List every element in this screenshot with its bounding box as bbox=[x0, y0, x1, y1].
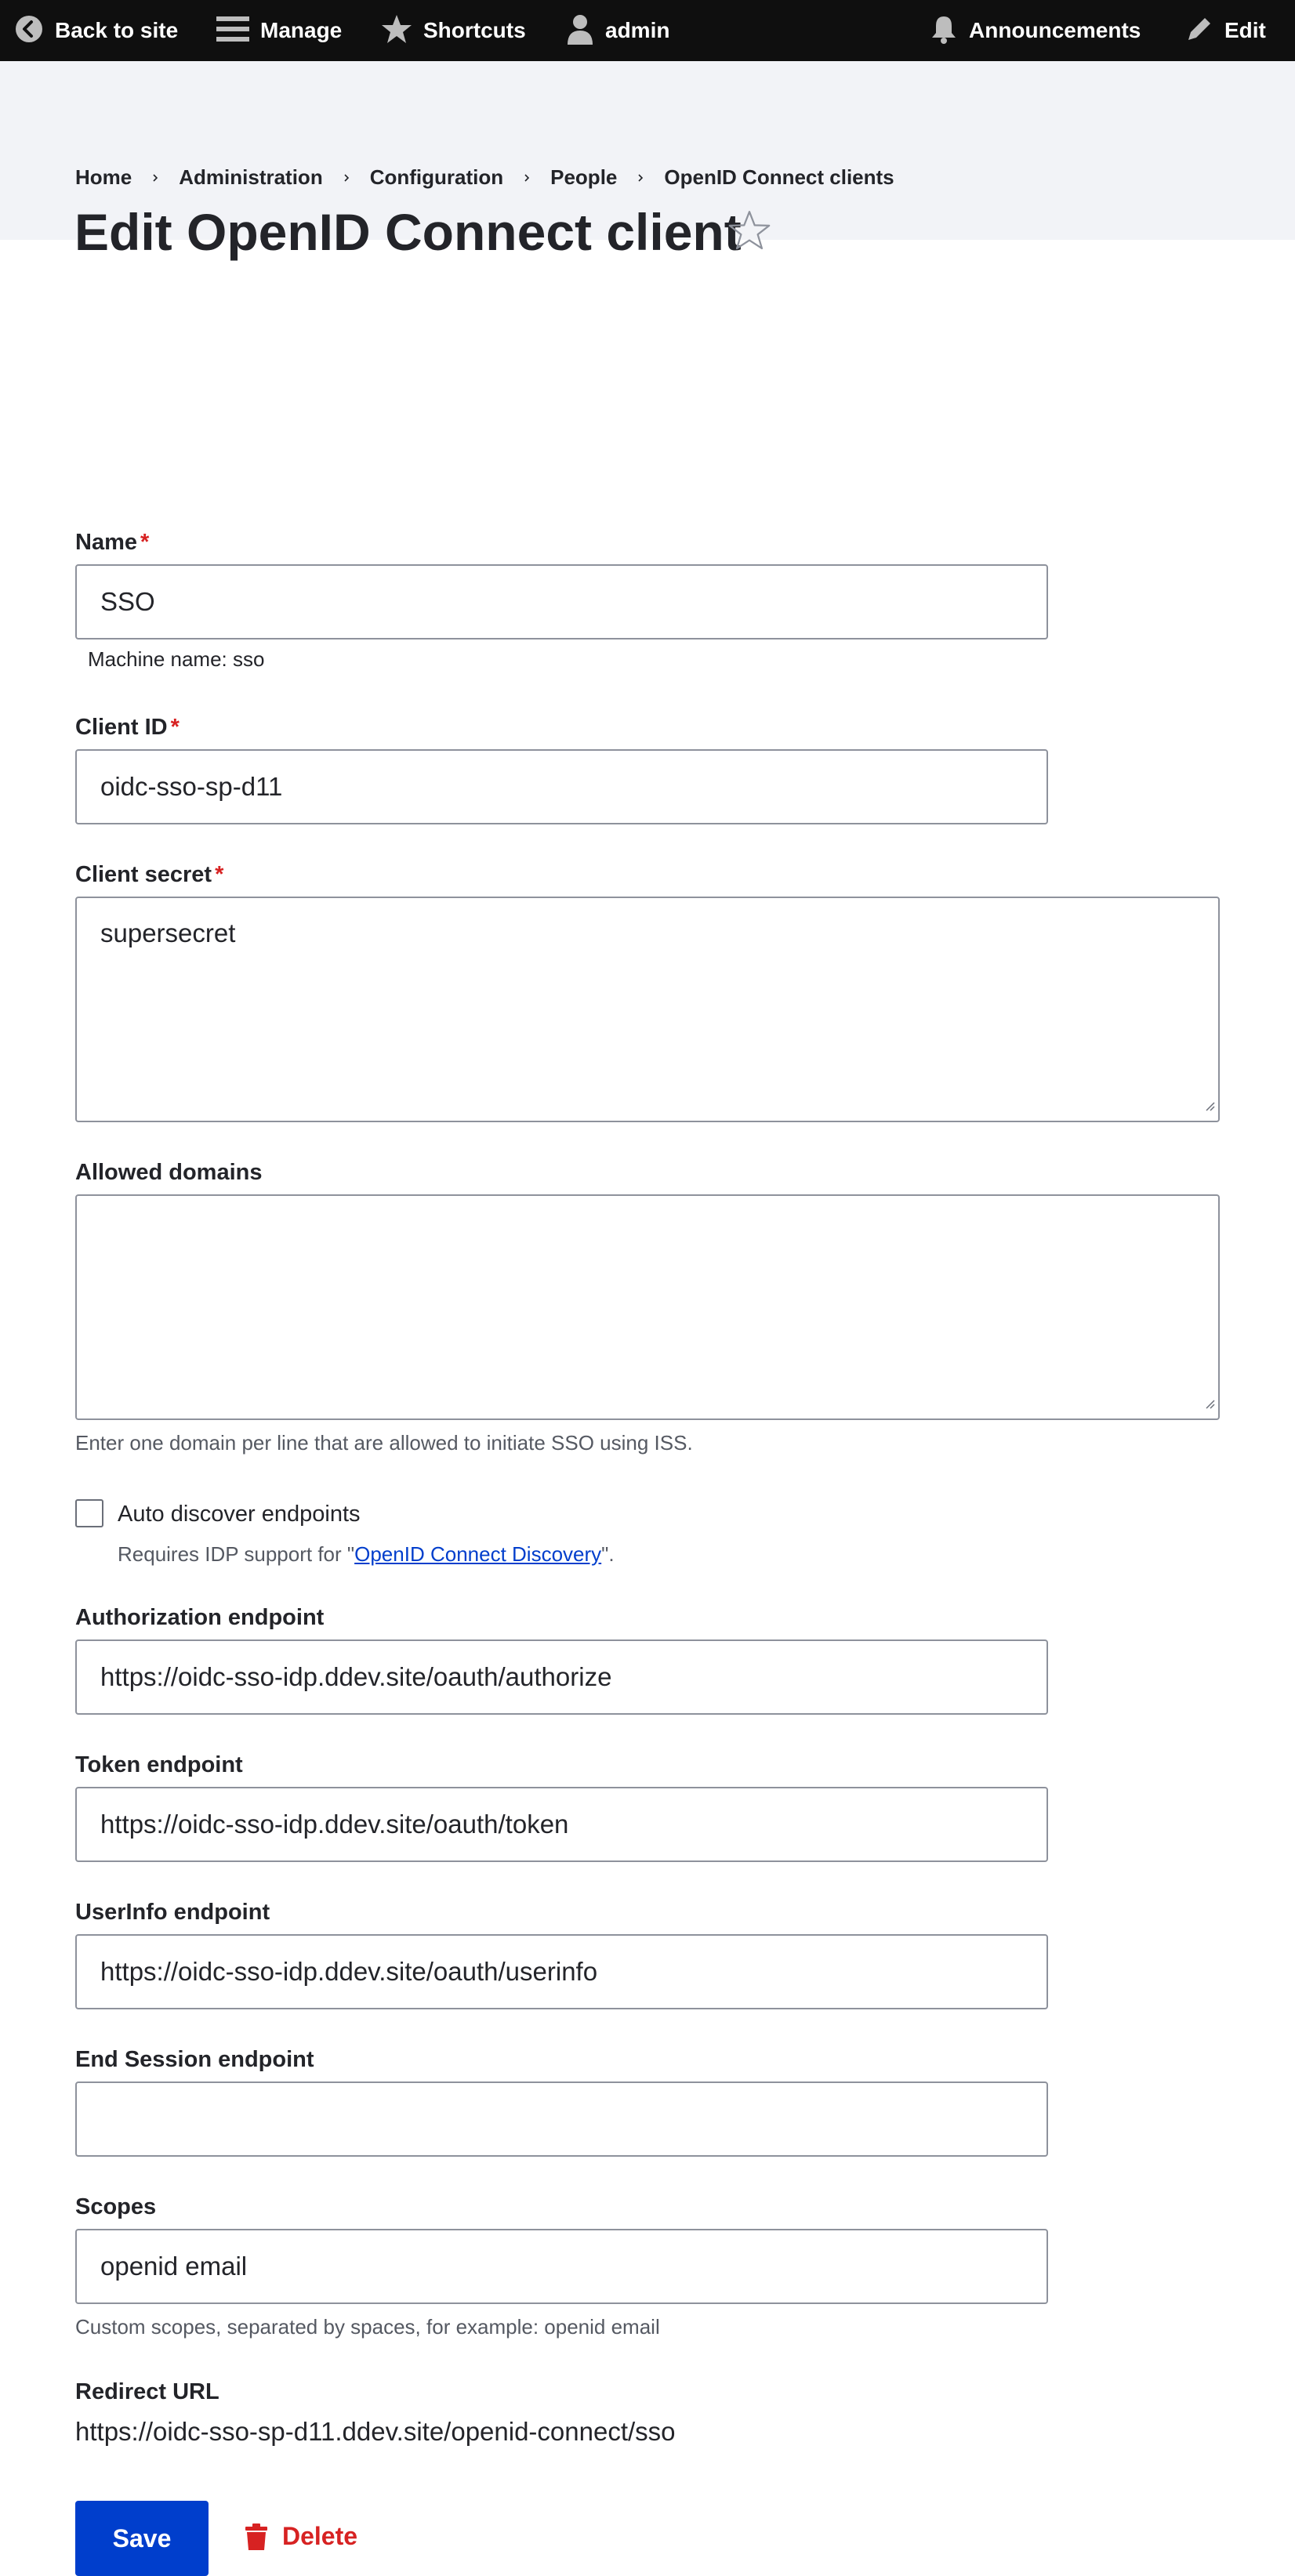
manage-label: Manage bbox=[260, 18, 343, 42]
delete-link[interactable] bbox=[245, 2522, 357, 2551]
shortcuts-label: Shortcuts bbox=[423, 18, 526, 42]
openid-connect-discovery-link[interactable]: OpenID Connect Discovery bbox=[354, 1542, 602, 1566]
token-endpoint-label: Token endpoint bbox=[75, 1752, 243, 1777]
redirect-url-value: https://oidc-sso-sp-d11.ddev.site/openid-connect/sso bbox=[75, 2417, 676, 2446]
userinfo-endpoint-input[interactable]: https://oidc-sso-idp.ddev.site/oauth/userinfo bbox=[75, 1934, 1048, 2009]
client-secret-textarea[interactable] bbox=[75, 897, 1220, 1122]
page-header bbox=[0, 61, 1295, 261]
breadcrumb-link[interactable]: OpenID Connect clients bbox=[664, 165, 894, 189]
auto-discover-description: Requires IDP support for "OpenID Connect Discovery". bbox=[118, 1542, 615, 1566]
name-label: Name * bbox=[75, 530, 150, 555]
machine-name: Machine name: sso bbox=[88, 647, 265, 671]
required-marker: * bbox=[140, 530, 150, 555]
breadcrumb-separator-icon bbox=[342, 173, 351, 183]
end-session-endpoint-input[interactable] bbox=[75, 2081, 1048, 2157]
redirect-url-label: Redirect URL bbox=[75, 2379, 219, 2404]
authorization-endpoint-label: Authorization endpoint bbox=[75, 1605, 325, 1630]
page-title: Edit OpenID Connect client bbox=[74, 203, 742, 261]
breadcrumb-link[interactable]: Configuration bbox=[369, 165, 504, 189]
announcements-label: Announcements bbox=[969, 18, 1141, 42]
authorization-endpoint-input[interactable]: https://oidc-sso-idp.ddev.site/oauth/authorize bbox=[75, 1639, 1048, 1715]
shortcuts-menu[interactable] bbox=[381, 0, 526, 61]
client-secret-label: Client secret * bbox=[75, 862, 224, 887]
bell-icon bbox=[930, 14, 958, 48]
announcements-link[interactable] bbox=[930, 0, 1141, 61]
scopes-input[interactable]: openid email bbox=[75, 2229, 1048, 2304]
breadcrumb-link[interactable]: People bbox=[550, 165, 618, 189]
save-button[interactable]: Save bbox=[75, 2501, 209, 2576]
user-menu[interactable] bbox=[566, 0, 669, 61]
breadcrumb-separator-icon bbox=[522, 173, 531, 183]
star-filled-icon bbox=[381, 13, 412, 49]
edit-label: Edit bbox=[1224, 18, 1266, 42]
allowed-domains-label: Allowed domains bbox=[75, 1160, 263, 1185]
breadcrumb-separator-icon bbox=[151, 173, 160, 183]
allowed-domains-textarea[interactable] bbox=[75, 1194, 1220, 1420]
breadcrumb-link[interactable]: Home bbox=[75, 165, 132, 189]
edit-mode-button[interactable] bbox=[1185, 0, 1266, 61]
back-arrow-icon bbox=[14, 14, 44, 48]
admin-toolbar bbox=[0, 0, 1295, 61]
auto-discover-label[interactable]: Auto discover endpoints bbox=[118, 1502, 361, 1527]
hamburger-icon bbox=[216, 15, 249, 47]
required-marker: * bbox=[215, 862, 224, 887]
manage-menu[interactable] bbox=[216, 0, 342, 61]
trash-icon bbox=[245, 2523, 268, 2550]
resize-grip-icon[interactable] bbox=[1202, 1088, 1215, 1118]
token-endpoint-input[interactable]: https://oidc-sso-idp.ddev.site/oauth/token bbox=[75, 1787, 1048, 1862]
scopes-description: Custom scopes, separated by spaces, for example: openid email bbox=[75, 2315, 660, 2339]
back-to-site-link[interactable] bbox=[14, 0, 178, 61]
client-id-label: Client ID * bbox=[75, 715, 180, 740]
user-icon bbox=[566, 13, 594, 49]
resize-grip-icon[interactable] bbox=[1202, 1386, 1215, 1415]
user-label: admin bbox=[605, 18, 670, 42]
client-id-input[interactable]: oidc-sso-sp-d11 bbox=[75, 749, 1048, 824]
pencil-icon bbox=[1185, 15, 1213, 47]
auto-discover-checkbox[interactable] bbox=[75, 1499, 103, 1527]
scopes-label: Scopes bbox=[75, 2194, 157, 2219]
userinfo-endpoint-label: UserInfo endpoint bbox=[75, 1900, 270, 1925]
breadcrumb bbox=[75, 165, 894, 190]
name-input[interactable]: SSO bbox=[75, 564, 1048, 639]
required-marker: * bbox=[170, 715, 180, 740]
breadcrumb-link[interactable]: Administration bbox=[179, 165, 323, 189]
back-to-site-label: Back to site bbox=[55, 18, 179, 42]
delete-label: Delete bbox=[282, 2522, 358, 2550]
allowed-domains-description: Enter one domain per line that are allowed to initiate SSO using ISS. bbox=[75, 1431, 693, 1455]
breadcrumb-separator-icon bbox=[636, 173, 645, 183]
add-to-shortcuts-star-icon[interactable] bbox=[727, 208, 771, 256]
end-session-endpoint-label: End Session endpoint bbox=[75, 2047, 314, 2072]
client-secret-value: supersecret bbox=[100, 918, 236, 947]
